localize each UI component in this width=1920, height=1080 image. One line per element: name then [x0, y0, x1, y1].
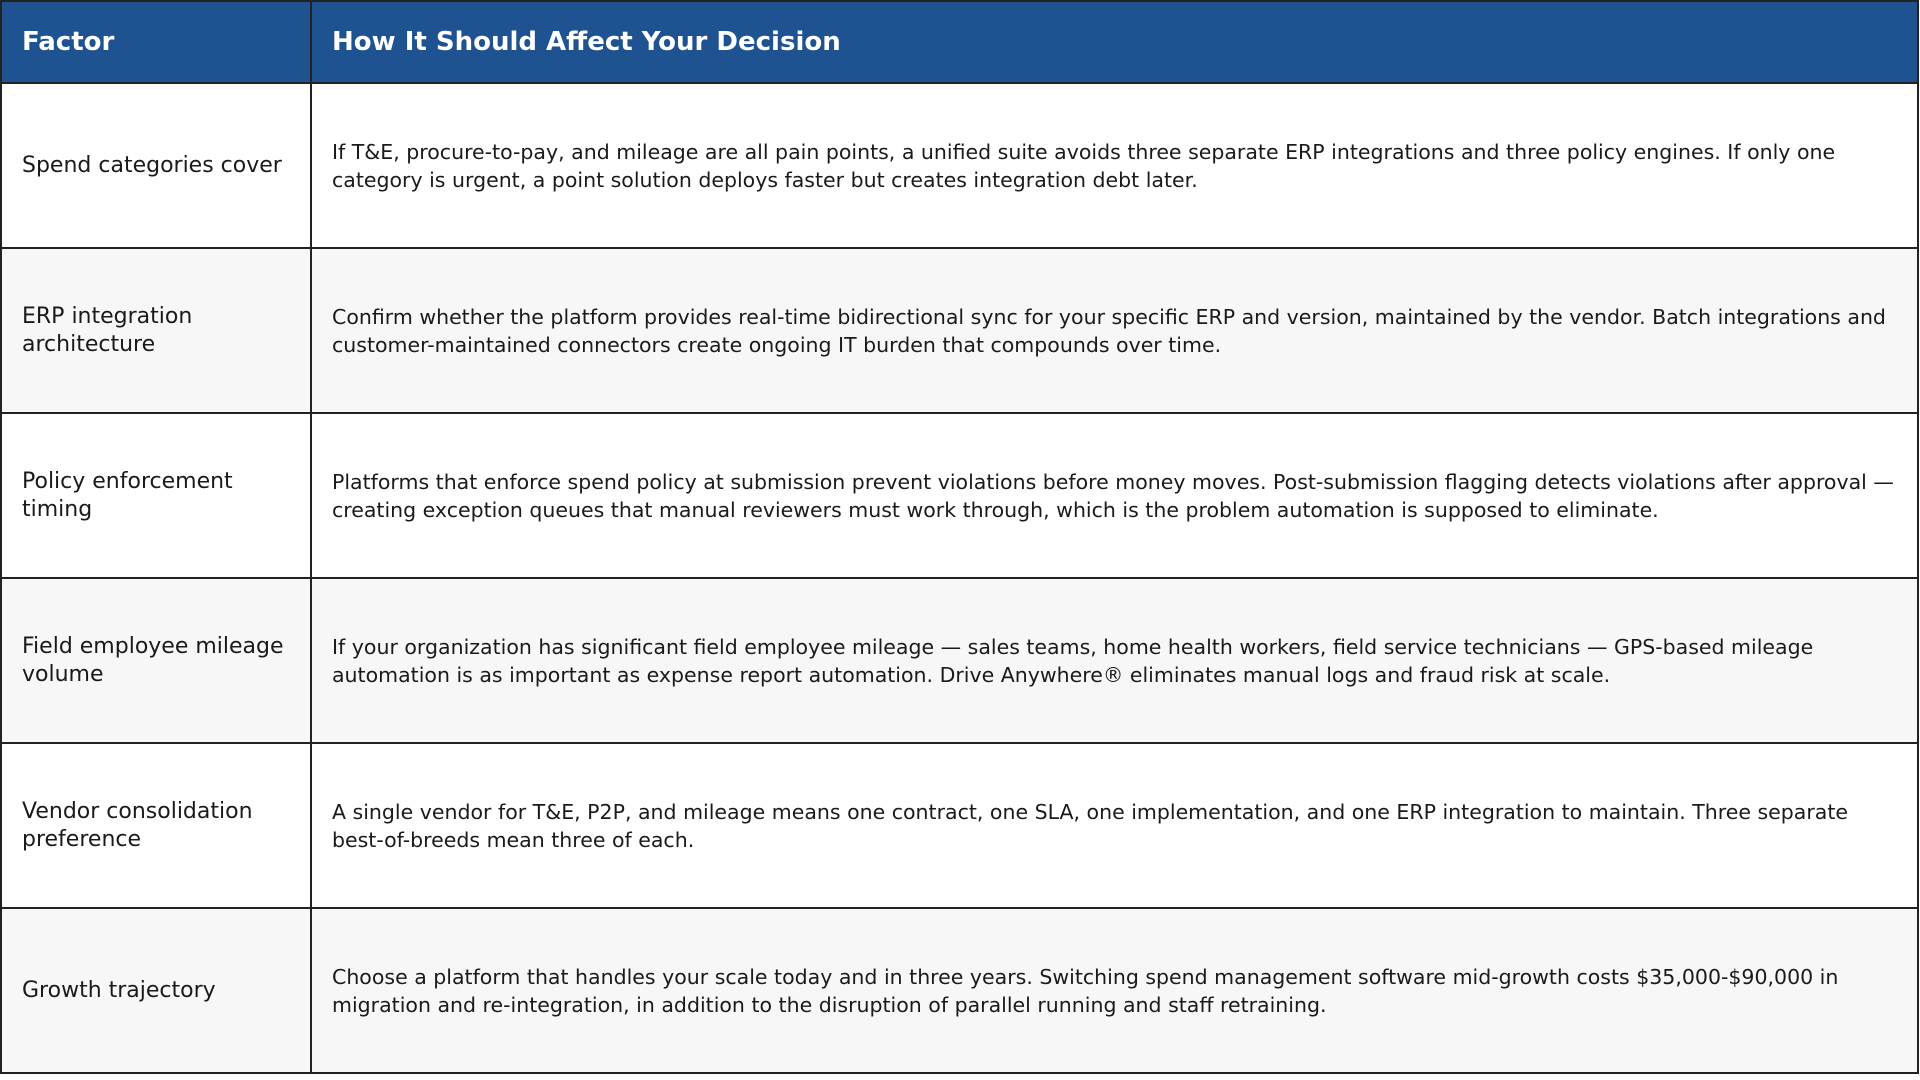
impact-cell: Platforms that enforce spend policy at submission prevent violations before money moves. Post-submission flagging detects violations after approval — creating exception queues that manual reviewers must work through, which is the problem automation is supposed to eliminate. — [311, 413, 1918, 578]
table-row — [1, 413, 1918, 578]
impact-cell: A single vendor for T&E, P2P, and mileage means one contract, one SLA, one implementation, and one ERP integration to maintain. Three separate best-of-breeds mean three of each. — [311, 743, 1918, 908]
table-row — [1, 908, 1918, 1073]
impact-cell: If your organization has significant field employee mileage — sales teams, home health workers, field service technicians — GPS-based mileage automation is as important as expense report automation. Drive Anywhere® eliminates manual logs and fraud risk at scale. — [311, 578, 1918, 743]
table-row — [1, 83, 1918, 248]
table-row — [1, 743, 1918, 908]
table-row — [1, 248, 1918, 413]
factor-column-header: Factor — [1, 1, 311, 83]
factor-cell: Policy enforcement timing — [1, 413, 311, 578]
factor-cell: Field employee mileage volume — [1, 578, 311, 743]
factor-cell: Vendor consolidation preference — [1, 743, 311, 908]
impact-cell: Choose a platform that handles your scale today and in three years. Switching spend management software mid-growth costs $35,000-$90,000 in migration and re-integration, in addition to the disruption of parallel running and staff retraining. — [311, 908, 1918, 1073]
table-row — [1, 578, 1918, 743]
header-row — [1, 1, 1918, 83]
factor-cell: Spend categories cover — [1, 83, 311, 248]
factor-cell: Growth trajectory — [1, 908, 311, 1073]
impact-cell: If T&E, procure-to-pay, and mileage are all pain points, a unified suite avoids three separate ERP integrations and three policy engines. If only one category is urgent, a point solution deploys faster but creates integration debt later. — [311, 83, 1918, 248]
factor-cell: ERP integration architecture — [1, 248, 311, 413]
impact-column-header: How It Should Affect Your Decision — [311, 1, 1918, 83]
impact-cell: Confirm whether the platform provides real-time bidirectional sync for your specific ERP and version, maintained by the vendor. Batch integrations and customer-maintained connectors create ongoing IT burden that compounds over time. — [311, 248, 1918, 413]
